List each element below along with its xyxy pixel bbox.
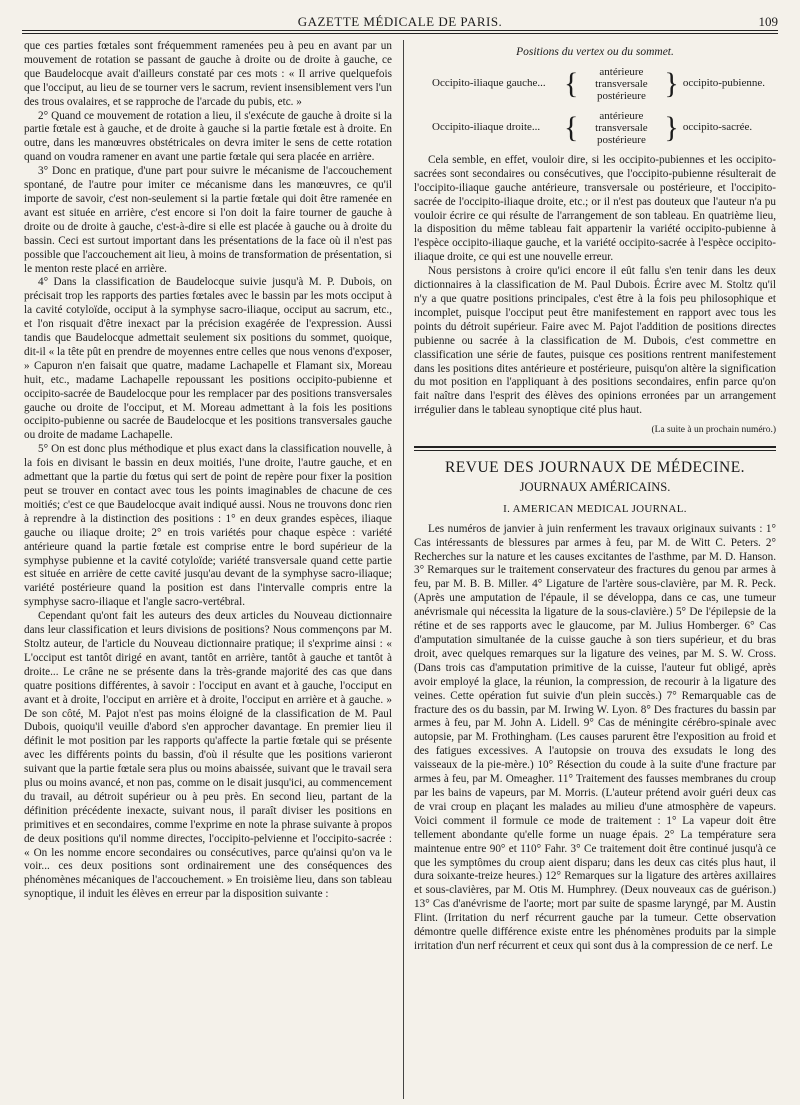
option: antérieure [599, 109, 644, 122]
option: postérieure [596, 133, 646, 146]
continuation-note: (La suite à un prochain numéro.) [651, 425, 776, 436]
option: postérieure [596, 89, 646, 102]
synoptic-options [580, 110, 662, 146]
synoptic-title: Positions du vertex ou du sommet. [516, 46, 674, 58]
synoptic-row [432, 110, 776, 146]
section-separator [414, 446, 776, 451]
paragraph: 3° Donc en pratique, d'une part pour suivre le mécanisme de l'accouchement spontané, de l'autre pour imiter ce mécanisme dans les manœuvres, ce qu'il importe de savoir, c'est non-seulement si la partie fœtale qui doit être ramenée en avant est située en arrière, c'est encore si l'on doit la faire tourner de gauche à droite ou de droite à gauche, c'est-à-dire si elle est placée à gauche ou à droite du bassin. Ceci est surtout important dans les présentations de la face où il n'est pas possible que l'accouchement ait lieu, à moins de transformation de présentation, si le menton reste placé en arrière. [24, 165, 392, 275]
option: transversale [595, 121, 648, 134]
paragraph: Cela semble, en effet, vouloir dire, si les occipito-pubiennes et les occipito-sacrées sont secondaires ou consécutives, que l'occipito-pubienne résulterait de l'occipito-iliaque gauche antérieure, transversale ou postérieure, et l'occipito-sacrée de l'occipito-iliaque droite, etc.; or il n'est pas douteux que l'auteur n'a pu vouloir écrire ce qui résulte de l'arrangement de son tableau. En quatrième lieu, la disposition du même tableau fait appartenir la variété occipito-pubienne à l'espèce occipito-iliaque gauche, et la variété occipito-sacrée à l'espèce occipito-iliaque droite, ce qui est une nouvelle erreur. [414, 153, 776, 264]
paragraph: 4° Dans la classification de Baudelocque suivie jusqu'à M. P. Dubois, on précisait trop les rapports des parties fœtales avec le bassin par les mots occiput à la cavité cotyloïde, occiput à la symphyse sacro-iliaque, occiput au sacrum, etc., et l'on risquait d'être inexact par la précision exagérée de l'expression. Aussi tandis que Baudelocque admettait seulement six positions du sommet, quoique, dit-il « la tête pût en prendre de moyennes entre celles que nous venons d'exposer, » Capuron n'en faisait que quatre, madame Lachapelle et Flamant six, Moreau huit, etc., madame Lachapelle repoussant les positions occipito-pubienne et occipito-sacrée de Baudelocque pour les remplacer par des positions transversales gauche ou droite de l'occiput, et M. Moreau admettant à la fois les positions occipito-pubienne ou sacrée de Baudelocque et les positions transversales gauche ou droite de madame Lachapelle. [24, 276, 392, 442]
column-divider [403, 40, 404, 1099]
synoptic-result: occipito-sacrée. [682, 120, 753, 133]
right-column [414, 40, 776, 1099]
subsection-title: I. AMERICAN MEDICAL JOURNAL. [503, 502, 687, 515]
brace: { [564, 66, 579, 100]
header-rule [22, 30, 778, 34]
option: transversale [595, 77, 648, 90]
synoptic-table [432, 66, 776, 146]
synoptic-label: Occipito-iliaque droite... [432, 120, 541, 133]
paragraph: 2° Quand ce mouvement de rotation a lieu, il s'exécute de gauche à droite si la partie fœtale est à gauche, et de droite à gauche si la partie fœtale est à droite. En outre, dans les manœuvres obstétricales on devra imiter le sens de cette rotation quand on voudra ramener en avant une partie fœtale qui sera placée en arrière. [24, 109, 392, 164]
brace: } [664, 66, 679, 100]
left-column [24, 40, 392, 1099]
paragraph: Nous persistons à croire qu'ici encore il eût fallu s'en tenir dans les deux dictionnaires à la classification de M. Paul Dubois. Écrire avec M. Stoltz qu'il n'y a que quatre positions principales, c'est être à la fois peu philosophique et incomplet, puisque l'occiput peut être manifestement en rapport avec tous les points du détroit supérieur. Faire avec M. Pajot l'addition de positions directes pubienne ou sacrée à la classification de M. Dubois, c'est commettre en classification une série de fautes, puisque ces positions rentrent manifestement dans les positions dites antérieure et postérieure, puisqu'on altère la signification du mot position en l'appliquant à des positions secondaires, enfin parce qu'on fait naître dans l'esprit des élèves des opinions erronées par un arrangement irrégulier dans le tableau synoptique cité plus haut. [414, 265, 776, 417]
section-subtitle: JOURNAUX AMÉRICAINS. [519, 479, 671, 494]
synoptic-label: Occipito-iliaque gauche... [432, 76, 546, 89]
paragraph: que ces parties fœtales sont fréquemment ramenées peu à peu en avant par un mouvement de rotation se passant de gauche à droite ou de droite à gauche, ce que Baudelocque avait d'ailleurs constaté par ces mots : « Il arrive quelquefois que l'occiput, au lieu de se tourner vers le sacrum, revient insensiblement vers l'un des trous ovalaires, et se rapproche de l'arcade du pubis, etc. » [24, 40, 392, 108]
option: antérieure [599, 65, 644, 78]
synoptic-result: occipito-pubienne. [682, 76, 765, 89]
journal-title: GAZETTE MÉDICALE DE PARIS. [297, 14, 503, 29]
paragraph: Les numéros de janvier à juin renferment les travaux originaux suivants : 1° Cas intéressants de blessures par armes à feu, par M. de Witt C. Peters. 2° Recherches sur la nature et les causes excitantes de l'asthme, par M. D. Hanson. 3° Remarques sur le traitement conservateur des fractures du genou par armes à feu, par M. B. B. Miller. 4° Ligature de l'artère sous-clavière, par M. R. Peck. (Après une amputation de l'épaule, il se développa, dans ce cas, une tumeur anévrismale qui nécessita la ligature de la sous-clavière.) 5° De l'épilepsie de la rétine et de ses rapports avec le glaucome, par M. Julius Homberger. 6° Cas d'amputation simultanée de la cuisse gauche à son tiers supérieur, et du bras droit, avec quelques remarques sur la ligature des veines, par M. S. W. Cross. (Dans trois cas d'amputation primitive de la cuisse, l'auteur fut obligé, après avoir employé la glace, la réunion, la compression, de recourir à la ligature des veines. Cette opération fut suivie d'un plein succès.) 7° Remarquable cas de fracture des os du bassin, par M. Irwing W. Lyon. 8° Des fractures du bassin par armes à feu, par M. John A. Lidell. 9° Cas de méningite cérébro-spinale avec autopsie, par M. Frothingham. (Les causes parurent être l'exposition au froid et des fatigues excessives. A l'autopsie on trouva des exsudats le long des vaisseaux de la pie-mère.) 10° Résection du coude à la suite d'une fracture par armes à feu, par M. Omeagher. 11° Traitement des fausses membranes du croup par les bains de vapeurs, par M. Morris. (L'auteur prétend avoir guéri deux cas de vrai croup en plaçant les malades au milieu d'une atmosphère de vapeurs. Voici comment il formule ce mode de traitement : 1° La vapeur doit être tellement abondante qu'elle forme un nuage épais. 2° La température sera maintenue entre 90° et 110° Fahr. 3° Ce traitement doit être continué jusqu'à ce que les symptômes du croup aient disparu; dans les deux cas cités plus haut, il dura soixante-treize heures.) 12° Remarques sur la ligature des artères axillaires et sous-clavières, par M. Otis M. Humphrey. (Deux nouveaux cas de guérison.) 13° Cas d'anévrisme de l'aorte; mort par suite de spasme laryngé, par M. Austin Flint. (Irritation du nerf récurrent gauche par la tumeur. Cette observation démontre quelle différence existe entre les phénomènes produits par la simple irritation d'un nerf récurrent et ceux qui sont dus à la compression de ce nerf. Le [414, 522, 776, 952]
synoptic-row [432, 66, 776, 102]
paragraph: 5° On est donc plus méthodique et plus exact dans la classification nouvelle, à la fois en divisant le bassin en deux moitiés, l'une droite, l'autre gauche, et en admettant que la partie du fœtus qui sert de point de repère pour fixer la position peut se trouver en contact avec tous les points imaginables de chacune de ces moitiés; c'est ce que Baudelocque avait indiqué aussi. Nous ne trouvons donc rien à reprendre à la distinction des positions : 1° en deux grandes espèces, iliaque gauche ou iliaque droite; 2° en trois variétés pour chaque espèce : variété antérieure quand la partie fœtale est comprise entre le bord supérieur de la symphyse pubienne et la cavité cotyloïde; variété transversale quand cette partie est située en arrière de cette cavité jusqu'au devant de la symphyse sacro-iliaque; variété postérieure quand la position est dans l'intervalle compris entre la symphyse sacro-iliaque et l'angle sacro-vertébral. [24, 443, 392, 609]
synoptic-options [580, 66, 662, 102]
brace: { [564, 110, 579, 144]
page-number: 109 [758, 14, 778, 29]
section-title: REVUE DES JOURNAUX DE MÉDECINE. [444, 459, 746, 477]
paragraph: Cependant qu'ont fait les auteurs des deux articles du Nouveau dictionnaire dans leur classification et leurs divisions de positions? Nous commençons par M. Stoltz auteur, de l'article du Nouveau dictionnaire pratique; il s'exprime ainsi : « L'occiput est tantôt dirigé en avant, tantôt en arrière, tantôt à gauche et tantôt à droite... Le crâne ne se présente dans la très-grande majorité des cas que dans quatre positions différentes, à savoir : l'occiput en avant et à gauche, l'occiput en avant et à droite, l'occiput en arrière et à droite, l'occiput en arrière et à gauche. » De son côté, M. Pajot n'est pas moins éloigné de la classification de M. Paul Dubois, quoiqu'il veuille d'abord s'en approcher davantage. En premier lieu il définit le mot position par les rapports qu'affecte la partie fœtale qui se présente avec les différents points du bassin, d'où il résulte que les positions varieront suivant que la partie fœtale sera plus ou moins abaissée, suivant que le travail sera plus ou moins avancé, et non pas, comme on le disait jusqu'ici, au commencement du travail, au détroit supérieur ou à peu près. En second lieu, partant de la définition précédente inexacte, suivant nous, il paraît diviser les positions en primitives et en secondaires, comme l'exprime en note la phrase suivante à propos de deux positions qu'il nomme directes, l'occipito-pelvienne et l'occipito-sacrée : « On les nomme encore secondaires ou consécutives, parce qu'ainsi qu'on va le voir... ces deux positions sont ordinairement une des conséquences des phénomènes mécaniques de l'accouchement. » En troisième lieu, dans son tableau synoptique, il induit les élèves en erreur par la disposition suivante : [24, 610, 392, 901]
brace: } [664, 110, 679, 144]
